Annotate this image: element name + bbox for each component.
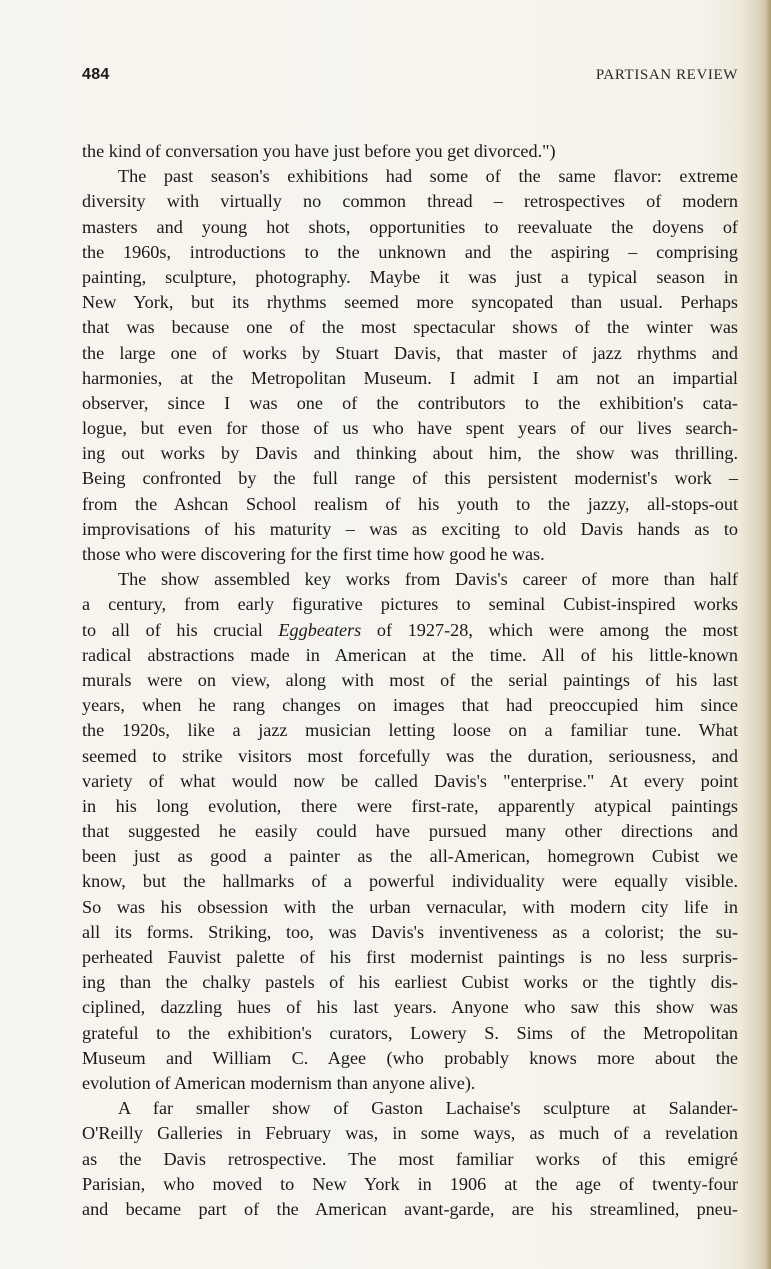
text-line: from the Ashcan School realism of his youth to the jazzy, all-stops-out	[82, 493, 738, 514]
text-line: Parisian, who moved to New York in 1906 at the age of twenty-four	[82, 1173, 738, 1194]
text-line: ing than the chalky pastels of his earliest Cubist works or the tightly dis-	[82, 972, 738, 993]
text-line: masters and young hot shots, opportunities to reevaluate the doyens of	[82, 216, 738, 237]
text-line: been just as good a painter as the all-American, homegrown Cubist we	[82, 846, 738, 867]
page-number: 484	[82, 66, 110, 83]
text-line: variety of what would now be called Davis's "enterprise." At every point	[82, 770, 738, 791]
text-line: that was because one of the most spectacular shows of the winter was	[82, 317, 738, 338]
text-line: a century, from early figurative pictures to seminal Cubist-inspired works	[82, 594, 738, 615]
text-line: that suggested he easily could have pursued many other directions and	[82, 821, 738, 842]
running-head: PARTISAN REVIEW	[595, 67, 738, 83]
text-line: those who were discovering for the first time how good he was.	[82, 544, 545, 564]
text-line: and became part of the American avant-garde, are his streamlined, pneu-	[82, 1198, 738, 1219]
text-line: seemed to strike visitors most forcefully was the duration, seriousness, and	[82, 745, 738, 766]
text-line: the kind of conversation you have just before you get divorced.")	[82, 141, 556, 161]
text-line: painting, sculpture, photography. Maybe it was just a typical season in	[82, 266, 738, 287]
text-line: Museum and William C. Agee (who probably knows more about the	[82, 1047, 738, 1068]
text-line: New York, but its rhythms seemed more syncopated than usual. Perhaps	[82, 292, 738, 313]
text-line: the 1960s, introductions to the unknown and the aspiring – comprising	[82, 241, 738, 262]
text-line: the large one of works by Stuart Davis, that master of jazz rhythms and	[82, 342, 738, 363]
text-line: know, but the hallmarks of a powerful individuality were equally visible.	[82, 871, 738, 892]
text-line: years, when he rang changes on images that had preoccupied him since	[82, 695, 738, 716]
paragraph	[82, 164, 738, 567]
text-line: Being confronted by the full range of this persistent modernist's work –	[82, 468, 738, 489]
text-line: perheated Fauvist palette of his first modernist paintings is no less surpris-	[82, 947, 738, 967]
paragraph	[82, 567, 738, 1096]
text-line: diversity with virtually no common thread – retrospectives of modern	[82, 191, 738, 212]
paragraph	[82, 139, 738, 164]
text-line: The show assembled key works from Davis's career of more than half	[118, 569, 738, 590]
body-text	[82, 139, 738, 1222]
text-line: harmonies, at the Metropolitan Museum. I admit I am not an impartial	[82, 367, 738, 388]
text-line: ing out works by Davis and thinking about him, the show was thrilling.	[82, 443, 738, 464]
text-line: the 1920s, like a jazz musician letting loose on a familiar tune. What	[82, 720, 738, 741]
text-line: ciplined, dazzling hues of his last years. Anyone who saw this show was	[82, 997, 738, 1018]
page-edge-shadow	[757, 0, 771, 1269]
text-line: in his long evolution, there were first-rate, apparently atypical paintings	[82, 795, 738, 816]
text-line: radical abstractions made in American at the time. All of his little-known	[82, 644, 738, 665]
text-line: improvisations of his maturity – was as exciting to old Davis hands as to	[82, 518, 738, 539]
paragraph	[82, 1096, 738, 1222]
text-line: logue, but even for those of us who have spent years of our lives search-	[82, 418, 738, 439]
text-line: murals were on view, along with most of the serial paintings of his last	[82, 669, 738, 690]
text-line: evolution of American modernism than anyone alive).	[82, 1072, 476, 1093]
italic-title-eggbeaters: Eggbeaters	[278, 619, 362, 640]
text-line: as the Davis retrospective. The most familiar works of this emigré	[82, 1148, 738, 1169]
text-line: grateful to the exhibition's curators, Lowery S. Sims of the Metropolitan	[82, 1022, 738, 1043]
text-line-with-italic-title: to all of his crucial Eggbeaters of 1927-28, which were among the most	[82, 619, 738, 640]
text-line: So was his obsession with the urban vernacular, with modern city life in	[82, 896, 738, 917]
text-line: A far smaller show of Gaston Lachaise's sculpture at Salander-	[118, 1098, 738, 1119]
page-header	[82, 66, 738, 90]
text-line: all its forms. Striking, too, was Davis's inventiveness as a colorist; the su-	[82, 921, 738, 942]
text-line: The past season's exhibitions had some of the same flavor: extreme	[118, 166, 738, 187]
text-line: O'Reilly Galleries in February was, in some ways, as much of a revelation	[82, 1123, 738, 1144]
text-line: observer, since I was one of the contributors to the exhibition's cata-	[82, 392, 738, 413]
